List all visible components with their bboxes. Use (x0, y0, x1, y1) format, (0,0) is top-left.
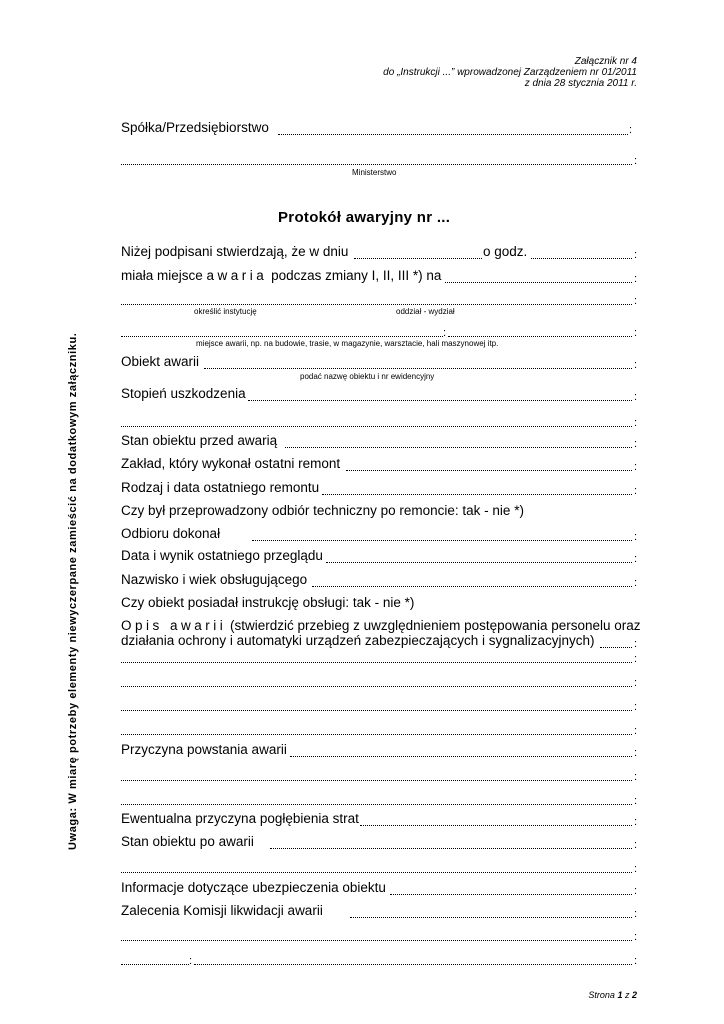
occurrence-spaced: awaria (206, 268, 268, 283)
attachment-date: z dnia 28 stycznia 2011 r. (524, 78, 637, 89)
recommendations-label: Zalecenia Komisji likwidacji awarii (121, 903, 323, 918)
description-field-4[interactable] (121, 710, 632, 711)
description-field-5[interactable] (121, 734, 632, 735)
side-note: Uwaga: W miarę potrzeby elementy niewyczerpane zamieścić na dodatkowym załączniku. (67, 332, 79, 850)
description-field-1[interactable] (600, 647, 632, 648)
damage-field-2-end: : (634, 417, 638, 429)
last-repair-company-field[interactable] (346, 470, 632, 471)
damage-label: Stopień uszkodzenia (121, 386, 246, 401)
recommendations-field[interactable] (350, 917, 632, 918)
state-after-label: Stan obiektu po awarii (121, 834, 254, 849)
page-number: 1 (617, 990, 623, 1000)
occurrence-prefix: miała miejsce (121, 268, 203, 283)
escalation-field-end: : (634, 816, 638, 828)
object-field[interactable] (204, 368, 632, 369)
institution-field-end: : (634, 295, 638, 307)
operator-label: Nazwisko i wiek obsługującego (121, 572, 308, 587)
insurance-field-end: : (634, 885, 638, 897)
cause-label: Przyczyna powstania awarii (121, 742, 287, 757)
object-label: Obiekt awarii (121, 354, 200, 369)
intro-label: Niżej podpisani stwierdzają, że w dniu (121, 244, 349, 259)
acceptance-by-field-end: : (634, 531, 638, 543)
acceptance-by-label: Odbioru dokonał (121, 526, 221, 541)
last-repair-type-field-end: : (634, 485, 638, 497)
cause-field-2-end: : (634, 771, 638, 783)
document-title: Protokół awaryjny nr ... (278, 209, 451, 226)
company-label: Spółka/Przedsiębiorstwo (121, 120, 269, 135)
state-before-label: Stan obiektu przed awarią (121, 433, 278, 448)
hour-label: o godz. (483, 244, 528, 259)
cause-field-3[interactable] (121, 804, 632, 805)
shift-field-end: : (634, 273, 638, 285)
description-spaced: Opis awarii (121, 618, 227, 633)
page-total: 2 (631, 990, 637, 1000)
escalation-field[interactable] (360, 825, 632, 826)
cause-field-2[interactable] (121, 780, 632, 781)
institution-caption: określić instytucję (194, 307, 257, 316)
place-field-end: : (634, 327, 638, 339)
state-after-field[interactable] (270, 848, 632, 849)
recommendations-field-2[interactable] (121, 940, 632, 941)
description-line2: działania ochrony i automatyki urządzeń zabezpieczających i sygnalizacyjnych) (121, 633, 595, 648)
hour-field-end: : (634, 249, 638, 261)
state-before-field-end: : (634, 438, 638, 450)
ministry-caption: Ministerstwo (352, 168, 397, 177)
last-repair-type-field[interactable] (322, 494, 632, 495)
recommendations-field-2-end: : (634, 931, 638, 943)
recommendations-field-3-left[interactable] (121, 964, 189, 965)
shift-field[interactable] (445, 282, 632, 283)
state-after-field-2-end: : (634, 863, 638, 875)
escalation-label: Ewentualna przyczyna pogłębienia strat (121, 811, 359, 826)
insurance-field[interactable] (390, 894, 632, 895)
manual-question: Czy obiekt posiadał instrukcję obsługi: tak - nie *) (121, 595, 415, 610)
company-field-end: : (629, 124, 633, 136)
insurance-label: Informacje dotyczące ubezpieczenia obiektu (121, 880, 386, 895)
description-field-2[interactable] (121, 662, 632, 663)
last-repair-company-field-end: : (634, 461, 638, 473)
ministry-field[interactable] (121, 164, 632, 165)
department-caption: oddział - wydział (396, 307, 455, 316)
state-before-field[interactable] (285, 447, 632, 448)
damage-field-2[interactable] (121, 426, 632, 427)
cause-field-end: : (634, 747, 638, 759)
occurrence-suffix: podczas zmiany I, II, III *) na (271, 268, 442, 283)
attachment-reference: do „Instrukcji ...” wprowadzonej Zarządzeniem nr 01/2011 (383, 67, 637, 78)
object-caption: podać nazwę obiektu i nr ewidencyjny (300, 372, 435, 381)
cause-field[interactable] (290, 756, 632, 757)
object-field-end: : (634, 359, 638, 371)
last-inspection-field[interactable] (326, 562, 632, 563)
damage-field[interactable] (248, 400, 632, 401)
description-label (121, 618, 641, 634)
date-field[interactable] (354, 258, 482, 259)
description-field-3-end: : (634, 677, 638, 689)
page-footer-prefix: Strona (588, 990, 615, 1000)
description-field-3[interactable] (121, 686, 632, 687)
occurrence-label (121, 268, 441, 284)
place-caption: miejsce awarii, np. na budowie, trasie, w magazynie, warsztacie, hali maszynowej itp. (196, 339, 499, 348)
operator-field-end: : (634, 577, 638, 589)
place-field-separator: : (443, 327, 447, 339)
last-inspection-label: Data i wynik ostatniego przeglądu (121, 548, 323, 563)
acceptance-by-field[interactable] (252, 540, 632, 541)
recommendations-field-3-end: : (634, 955, 638, 967)
attachment-number: Załącznik nr 4 (574, 56, 637, 67)
description-line1: (stwierdzić przebieg z uwzględnieniem postępowania personelu oraz (230, 618, 641, 633)
recommendations-field-3-right[interactable] (194, 964, 632, 965)
place-field-left[interactable] (121, 336, 443, 337)
recommendations-field-3-separator: : (189, 955, 193, 967)
institution-field[interactable] (121, 304, 632, 305)
recommendations-field-end: : (634, 908, 638, 920)
technical-acceptance-question: Czy był przeprowadzony odbiór techniczny po remoncie: tak - nie *) (121, 503, 524, 518)
state-after-field-end: : (634, 839, 638, 851)
description-field-4-end: : (634, 701, 638, 713)
last-repair-type-label: Rodzaj i data ostatniego remontu (121, 480, 320, 495)
damage-field-end: : (634, 391, 638, 403)
company-field[interactable] (278, 134, 628, 135)
last-inspection-field-end: : (634, 553, 638, 565)
hour-field[interactable] (531, 258, 632, 259)
description-field-2-end: : (634, 653, 638, 665)
description-field-1-end: : (634, 638, 638, 650)
ministry-field-end: : (634, 155, 638, 167)
page-footer-sep: z (624, 990, 630, 1000)
state-after-field-2[interactable] (121, 872, 632, 873)
last-repair-company-label: Zakład, który wykonał ostatni remont (121, 456, 341, 471)
cause-field-3-end: : (634, 795, 638, 807)
operator-field[interactable] (312, 586, 632, 587)
description-field-5-end: : (634, 725, 638, 737)
place-field-right[interactable] (448, 336, 632, 337)
page-footer (588, 990, 637, 1000)
